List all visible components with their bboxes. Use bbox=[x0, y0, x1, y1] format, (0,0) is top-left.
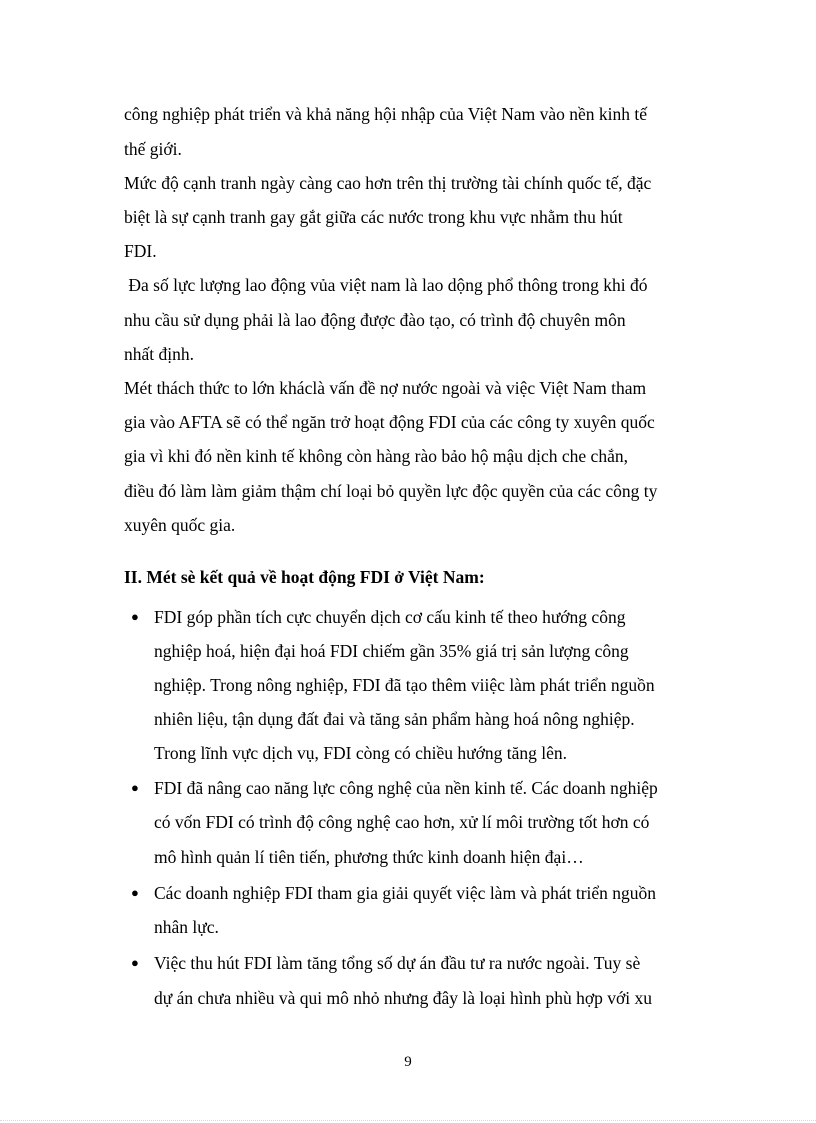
text-line: điều đó làm làm giảm thậm chí loại bỏ quyền lực độc quyền của các công ty bbox=[124, 481, 658, 501]
list-item-line: nhiên liệu, tận dụng đất đai và tăng sản phẩm hàng hoá nông nghiệp. bbox=[154, 709, 635, 729]
page-bottom-divider bbox=[0, 1120, 816, 1121]
list-item-line: FDI góp phần tích cực chuyển dịch cơ cấu kinh tế theo hướng công bbox=[154, 607, 626, 627]
text-line: biệt là sự cạnh tranh gay gắt giữa các nước trong khu vực nhằm thu hút bbox=[124, 207, 623, 227]
text-line: Mét thách thức to lớn kháclà vấn đề nợ nước ngoài và việc Việt Nam tham bbox=[124, 378, 647, 398]
text-line: gia vì khi đó nền kinh tế không còn hàng rào bảo hộ mậu dịch che chắn, bbox=[124, 446, 628, 466]
bullet-icon: ● bbox=[131, 955, 139, 970]
list-item-line: mô hình quản lí tiên tiến, phương thức kinh doanh hiện đại… bbox=[154, 847, 584, 867]
list-item-line: có vốn FDI có trình độ công nghệ cao hơn, xử lí môi trường tốt hơn có bbox=[154, 812, 650, 832]
bullet-icon: ● bbox=[131, 885, 139, 900]
list-item-line: Trong lĩnh vực dịch vụ, FDI còng có chiều hướng tăng lên. bbox=[154, 743, 568, 763]
section-heading: II. Mét sè kết quả về hoạt động FDI ở Việt Nam: bbox=[124, 567, 485, 587]
text-line: Mức độ cạnh tranh ngày càng cao hơn trên thị trường tài chính quốc tế, đặc bbox=[124, 173, 652, 193]
list-item-line: nghiệp. Trong nông nghiệp, FDI đã tạo thêm viiệc làm phát triển nguồn bbox=[154, 675, 655, 695]
list-item-line: FDI đã nâng cao năng lực công nghệ của nền kinh tế. Các doanh nghiệp bbox=[154, 778, 658, 798]
text-line: nhất định. bbox=[124, 344, 194, 364]
list-item-line: dự án chưa nhiều và qui mô nhỏ nhưng đây là loại hình phù hợp với xu bbox=[154, 988, 652, 1008]
page-number: 9 bbox=[404, 1054, 412, 1070]
text-line: công nghiệp phát triển và khả năng hội nhập của Việt Nam vào nền kinh tế bbox=[124, 104, 647, 124]
bullet-icon: ● bbox=[131, 780, 139, 795]
list-item-line: Các doanh nghiệp FDI tham gia giải quyết việc làm và phát triển nguồn bbox=[154, 883, 657, 903]
text-line: thế giới. bbox=[124, 139, 182, 159]
list-item-line: nhân lực. bbox=[154, 917, 219, 937]
text-line: xuyên quốc gia. bbox=[124, 515, 236, 535]
list-item-line: Việc thu hút FDI làm tăng tổng số dự án đầu tư ra nước ngoài. Tuy sè bbox=[154, 953, 641, 973]
text-line: gia vào AFTA sẽ có thể ngăn trở hoạt động FDI của các công ty xuyên quốc bbox=[124, 412, 655, 432]
text-line: nhu cầu sử dụng phải là lao động được đào tạo, có trình độ chuyên môn bbox=[124, 310, 626, 330]
bullet-icon: ● bbox=[131, 609, 139, 624]
text-line: FDI. bbox=[124, 241, 157, 261]
list-item-line: nghiệp hoá, hiện đại hoá FDI chiếm gần 35% giá trị sản lượng công bbox=[154, 641, 629, 661]
text-line: Đa số lực lượng lao động vủa việt nam là lao dộng phổ thông trong khi đó bbox=[124, 275, 648, 295]
